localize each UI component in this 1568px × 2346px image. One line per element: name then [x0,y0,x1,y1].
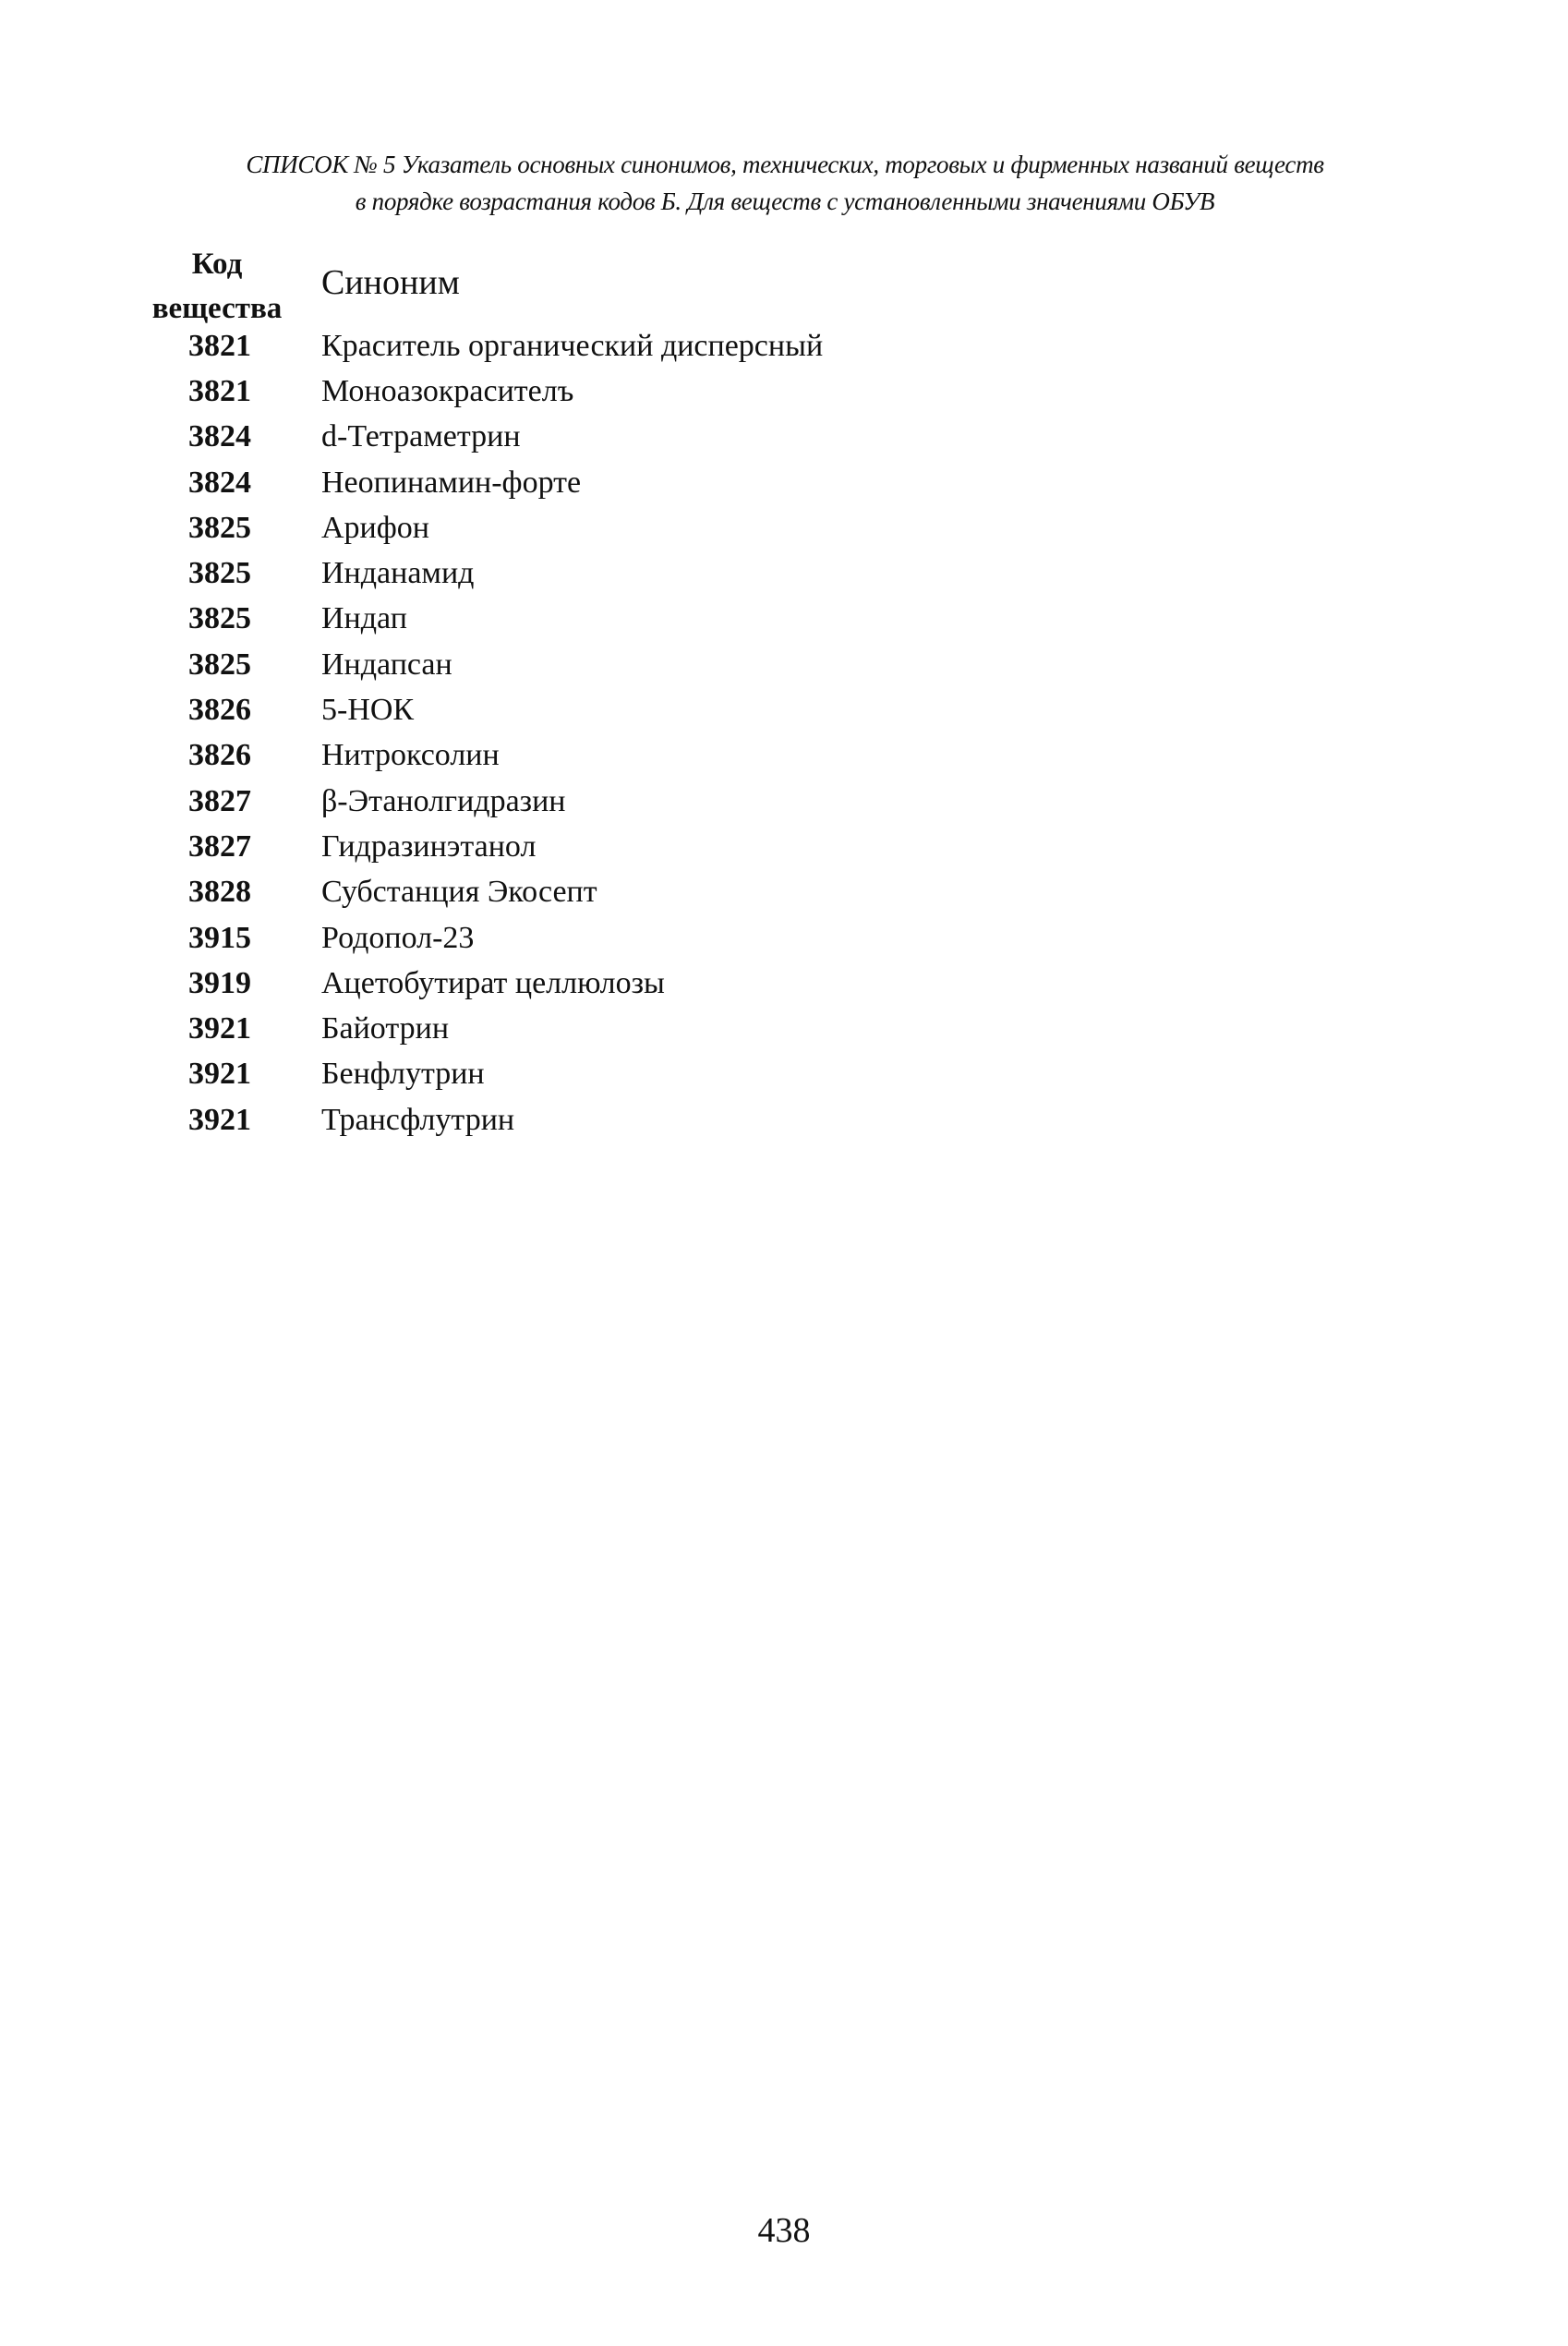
column-header-code [139,242,296,331]
table-row [139,824,823,869]
synonym-name: Родопол-23 [321,920,475,955]
page-header [139,146,1431,220]
table-row [139,415,823,460]
table-row [139,550,823,596]
page-number: 438 [757,2211,811,2250]
substance-code: 3828 [188,875,251,910]
column-header-code-line-1: Код [191,248,243,281]
synonym-name: Инданамид [321,556,475,591]
substance-code: 3827 [188,783,251,818]
substance-code: 3824 [188,419,251,454]
synonym-name: Индап [321,601,407,636]
substance-code: 3824 [188,465,251,500]
substance-code: 3826 [188,693,251,728]
column-header-synonym: Синоним [321,263,460,302]
synonym-name: Трансфлутрин [321,1102,515,1137]
table-row [139,870,823,915]
table-row [139,961,823,1006]
synonym-name: 5-НОК [321,693,415,728]
table-row [139,642,823,687]
synonym-name: Нитроксолин [321,738,500,773]
table-row [139,1006,823,1051]
table-row [139,687,823,732]
substance-code: 3821 [188,373,251,408]
table-row [139,1097,823,1143]
synonym-name: Бенфлутрин [321,1057,485,1092]
substance-code: 3826 [188,738,251,773]
substance-code: 3821 [188,328,251,363]
synonym-name: Субстанция Экосепт [321,875,597,910]
synonym-name: Неопинамин-форте [321,465,582,500]
header-line-2: в порядке возрастания кодов Б. Для веществ с установленными значениями ОБУВ [355,187,1215,215]
synonym-name: β-Этанолгидразин [321,783,566,818]
table-row [139,323,823,369]
table-row [139,915,823,961]
synonym-name: Байотрин [321,1011,450,1046]
substance-code: 3921 [188,1057,251,1092]
substance-code: 3825 [188,647,251,682]
substance-code: 3825 [188,601,251,636]
substance-code: 3827 [188,828,251,864]
substance-code: 3825 [188,556,251,591]
substance-code: 3919 [188,965,251,1000]
substance-code: 3825 [188,510,251,545]
synonym-name: Индапсан [321,647,452,682]
header-line-1: СПИСОК № 5 Указатель основных синонимов, технических, торговых и фирменных названий веществ [246,151,1324,178]
table-row [139,1052,823,1097]
synonym-name: Арифон [321,510,429,545]
column-header-code-line-2: вещества [151,292,283,325]
table-row [139,597,823,642]
table-row [139,505,823,550]
substance-code: 3915 [188,920,251,955]
synonym-table [139,323,823,1143]
synonym-name: Краситель органический дисперсный [321,328,824,363]
synonym-name: Ацетобутират целлюлозы [321,965,665,1000]
table-row [139,460,823,505]
table-row [139,779,823,824]
synonym-name: Гидразинэтанол [321,828,537,864]
table-row [139,369,823,414]
substance-code: 3921 [188,1102,251,1137]
substance-code: 3921 [188,1011,251,1046]
synonym-name: Моноазокрасителъ [321,373,574,408]
table-row [139,733,823,779]
synonym-name: d-Тетраметрин [321,419,521,454]
